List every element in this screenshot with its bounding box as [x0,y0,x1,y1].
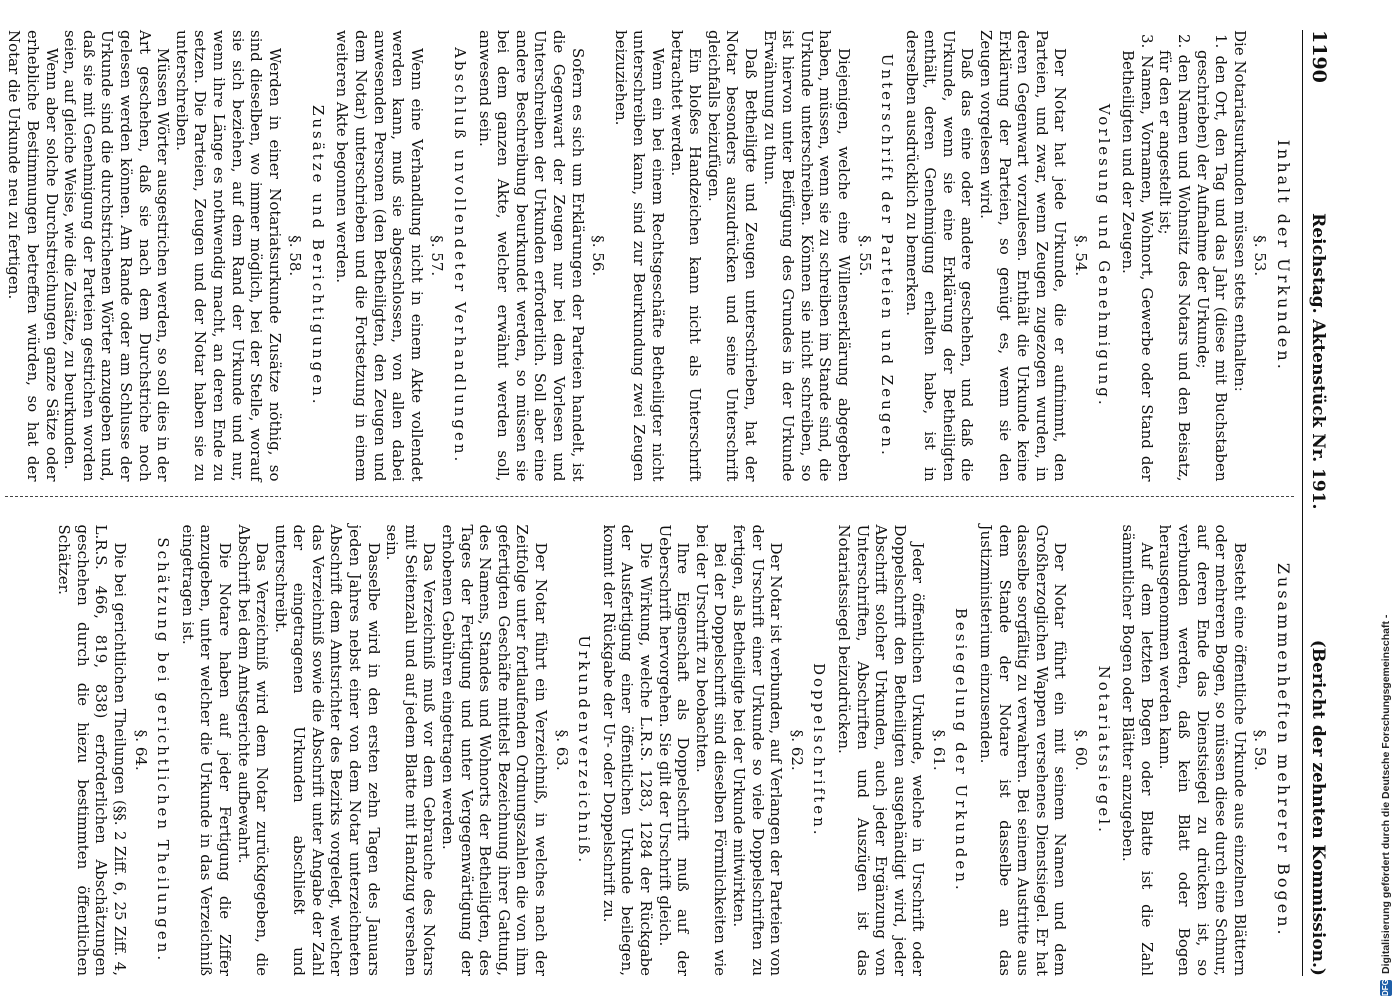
section-title-besiegelung: Besiegelung der Urkunden. [952,607,971,893]
paragraph-number-62: §. 62. [787,729,806,771]
page-title: Reichstag. Aktenstück Nr. 191. [1308,213,1328,510]
p58-text-1: Werden in einer Notariatsurkunde Zusätze nöthig, so sind dieselben, wo immer möglich, bei der Stelle, worauf sie sich beziehen, auf dem Rand der Urkunde und nur, wenn ihre Länge es nothwendig macht, an deren Ende zu setzen. Die Parteien, Zeugen und der Notar haben sie zu unterschreiben. [172,30,284,482]
paragraph-number-63: §. 63. [552,729,571,771]
section-title-notariatssiegel: Notariatssiegel. [1094,665,1113,835]
p58-text-2: Müssen Wörter ausgestrichen werden, so soll dies in der Art geschehen, daß sie nach dem Durchstriche noch gelesen werden können. Am Rande oder am Schlusse der Urkunde sind die durchstrichenen Wörter anzugeben und, daß sie mit Genehmigung der Parteien gestrichen worden seien, auf gleiche Weise, wie die Zusätze, zu beurkunden. [61,30,173,482]
section-title-verzeichnis: Urkundenverzeichniß. [575,635,594,866]
p62-text-1: Der Notar ist verbunden, auf Verlangen der Parteien von der Urschrift einer Urkunde so viele Doppelschriften zu fertigen, als Betheiligte bei der Urkunde mitwirkten. [729,524,786,976]
digitization-attribution [1380,6,1392,996]
right-column [5,525,1294,977]
paragraph-number-58: §. 58. [286,235,305,277]
p56-text: Sofern es sich um Erklärungen der Parteien handelt, ist die Gegenwart der Zeugen nur bei dem Vorlesen und Unterschreiben der Urkunden erforderlich. Soll aber eine andere Beschreibung beurkundet werden, so müssen sie bei dem ganzen Akte, welcher erwähnt werden soll, anwesend sein. [475,30,587,482]
section-title-abschluss: Abschluß unvollendeter Verhandlungen. [451,47,470,465]
paragraph-number-57: §. 57. [428,235,447,277]
p55-text-4: Wenn ein bei einem Rechtsgeschäfte Betheiligter nicht unterschreiben kann, sind zur Beurkundung zwei Zeugen beizuziehen. [611,30,667,482]
p63-text-3: Dasselbe wird in den ersten zehn Tagen des Januars jeden Jahres nebst einer von dem Notar unterzeichneten Abschrift dem Amtsrichter des Bezirks vorgelegt, welcher das Verzeichniß sowie die Abschrift unter Angabe der Zahl der eingetragenen Urkunden abschließt und unterschreibt. [271,524,383,976]
section-title-doppelschriften: Doppelschriften. [810,662,829,838]
left-column [5,30,1294,497]
section-title-unterschrift: Unterschrift der Parteien und Zeugen. [878,53,897,458]
p55-text-1: Diejenigen, welche eine Willenserklärung abgegeben haben, müssen, wenn sie zu schreiben im Stande sind, die Urkunde unterschreiben. Können sie nicht schreiben, so ist hiervon unter Beifügung des Grundes in der Urkunde Erwähnung zu thun. [760,30,853,482]
p61-text: Jeder öffentlichen Urkunde, welche in Urschrift oder Doppelschrift den Betheiligten ausgehändigt wird, jeder Abschrift solcher Urkunden, auch jeder Ergänzung von Unterschriften, Abschriften und Auszügen ist das Notariatssiegel beizudrücken. [834,524,928,976]
section-title-vorlesung: Vorlesung und Genehmigung. [1094,103,1113,408]
section-title-inhalt: Inhalt der Urkunden. [1274,139,1293,372]
p62-text-2: Bei der Doppelschrift sind dieselben Förmlichkeiten wie bei der Urschrift zu beobachten. [692,524,730,976]
p63-text-5: Die Notare haben auf jeder Fertigung die Ziffer anzugeben, unter welcher die Urkunde in das Verzeichniß eingetragen ist. [178,524,234,976]
p63-text-1: Der Notar führt ein Verzeichniß, in welches nach der Zeitfolge unter fortlaufenden Ordnungszahlen die von ihm gefertigten Geschäfte mittelst Bezeichnung ihrer Gattung, des Namens, Standes und Wohnorts der Betheiligten, des Tages der Fertigung und unter Vergegenwärtigung der erhobenen Gebühren eingetragen werden. [439,524,551,976]
paragraph-number-60: §. 60. [1072,729,1091,771]
p53-item-3: 3. Namen, Vornamen, Wohnort, Gewerbe oder Stand der Betheiligten und der Zeugen. [1119,34,1156,482]
p53-item-1: 1. den Ort, den Tag und das Jahr (diese mit Buchstaben geschrieben) der Aufnahme der Urkunde; [1193,34,1231,482]
section-title-schaetzung: Schätzung bei gerichtlichen Theilungen. [154,537,173,964]
p59-text-2: Auf dem letzten Bogen oder Blatte ist die Zahl sämmtlicher Bogen oder Blätter anzugeben. [1119,524,1156,976]
p55-text-3: Ein bloßes Handzeichen kann nicht als Unterschrift betrachtet werden. [667,30,705,482]
page-number: 1190 [1308,30,1330,83]
section-title-zusammenheften: Zusammenheften mehrerer Bogen. [1274,562,1293,938]
p63-text-2: Das Verzeichniß muß vor dem Gebrauche des Notars mit Seitenzahl und auf jedem Blatte mit Handzug versehen sein. [383,524,439,976]
p58-text-3: Wenn aber solche Durchstreichungen ganze Sätze oder erhebliche Bestimmungen betreffen würden, so hat der Notar die Urkunde neu zu fertigen. [5,30,61,482]
dfg-logo-icon: DFG [1381,979,1390,996]
p60-text: Der Notar führt ein mit seinem Namen und dem Großherzoglichen Wappen versehenes Dienstsiegel. Er hat dasselbe sorgfältig zu verwahren. Bei seinem Austritte aus dem Stande der Notare ist dasselbe an das Justizministerium einzusenden. [977,524,1070,976]
page-header [1302,30,1330,976]
attribution-text: Digitalisierung gefördert durch die Deutsche Forschungsgemeinschaft - [1380,614,1392,974]
paragraph-number-56: §. 56. [589,235,608,277]
paragraph-number-64: §. 64. [131,729,150,771]
paragraph-number-59: §. 59. [1251,729,1270,771]
paragraph-number-55: §. 55. [855,235,874,277]
p53-intro: Die Notariatsurkunden müssen stets enthalten: [1230,30,1249,392]
p54-text-2: Daß das eine oder andere geschehen, und daß die Urkunde, wenn sie eine Erklärung der Betheiligten enthält, deren Genehmigung erhalten habe, ist in derselben ausdrücklich zu bemerken. [902,30,977,482]
section-title-zusaetze: Zusätze und Berichtigungen. [308,104,327,407]
p64-text: Die bei gerichtlichen Theilungen (§§. 2 Ziff. 6, 25 Ziff. 4, L.R.S. 466, 819, 838) erforderlichen Abschätzungen geschehen durch die hiezu bestimmten öffentlichen Schätzer. [55,524,129,976]
p62-text-4: Die Wirkung, welche L.R.S. 1283, 1284 der Rückgabe der Ausfertigung einer öffentlichen Urkunde beilegen, kommt der Rückgabe der Ur- oder Doppelschrift zu. [599,524,655,976]
p57-text: Wenn eine Verhandlung nicht in einem Akte vollendet werden kann, muß sie abgeschlossen, von allen dabei anwesenden Personen (den Betheiligten, den Zeugen und dem Notar) unterschrieben und die Fortsetzung in einem weiteren Akte begonnen werden. [333,30,426,482]
paragraph-number-61: §. 61. [929,729,948,771]
p55-text-2: Daß Betheiligte und Zeugen unterschrieben, hat der Notar besonders auszudrücken und seine Unterschrift gleichfalls beizufügen. [704,30,760,482]
p54-text-1: Der Notar hat jede Urkunde, die er aufnimmt, den Parteien, und zwar, wenn Zeugen zugezogen wurden, in deren Gegenwart vorzulesen. Enthält die Urkunde keine Erklärung der Parteien, so genügt es, wenn sie den Zeugen vorgelesen wird. [977,30,1070,482]
p53-item-2: 2. den Namen und Wohnsitz des Notars und den Beisatz, für den er angestellt ist; [1156,34,1194,482]
p62-text-3: Ihre Eigenschaft als Doppelschrift muß auf der Ueberschrift hervorgehen. Sie gilt der Urschrift gleich. [655,524,693,976]
page-subtitle: (Bericht der zehnten Kommission.) [1308,639,1328,976]
text-columns [5,30,1294,976]
paragraph-number-53: §. 53. [1251,235,1270,277]
paragraph-number-54: §. 54. [1072,235,1091,277]
p63-text-4: Das Verzeichniß wird dem Notar zurückgegeben, die Abschrift bei dem Amtsgerichte aufbewahrt. [234,524,272,976]
p59-text-1: Besteht eine öffentliche Urkunde aus einzelnen Blättern oder mehreren Bogen, so müssen diese durch eine Schnur, auf deren Ende das Dienstsiegel zu drücken ist, so verbunden werden, daß kein Blatt oder Bogen herausgenommen werden kann. [1156,524,1249,976]
